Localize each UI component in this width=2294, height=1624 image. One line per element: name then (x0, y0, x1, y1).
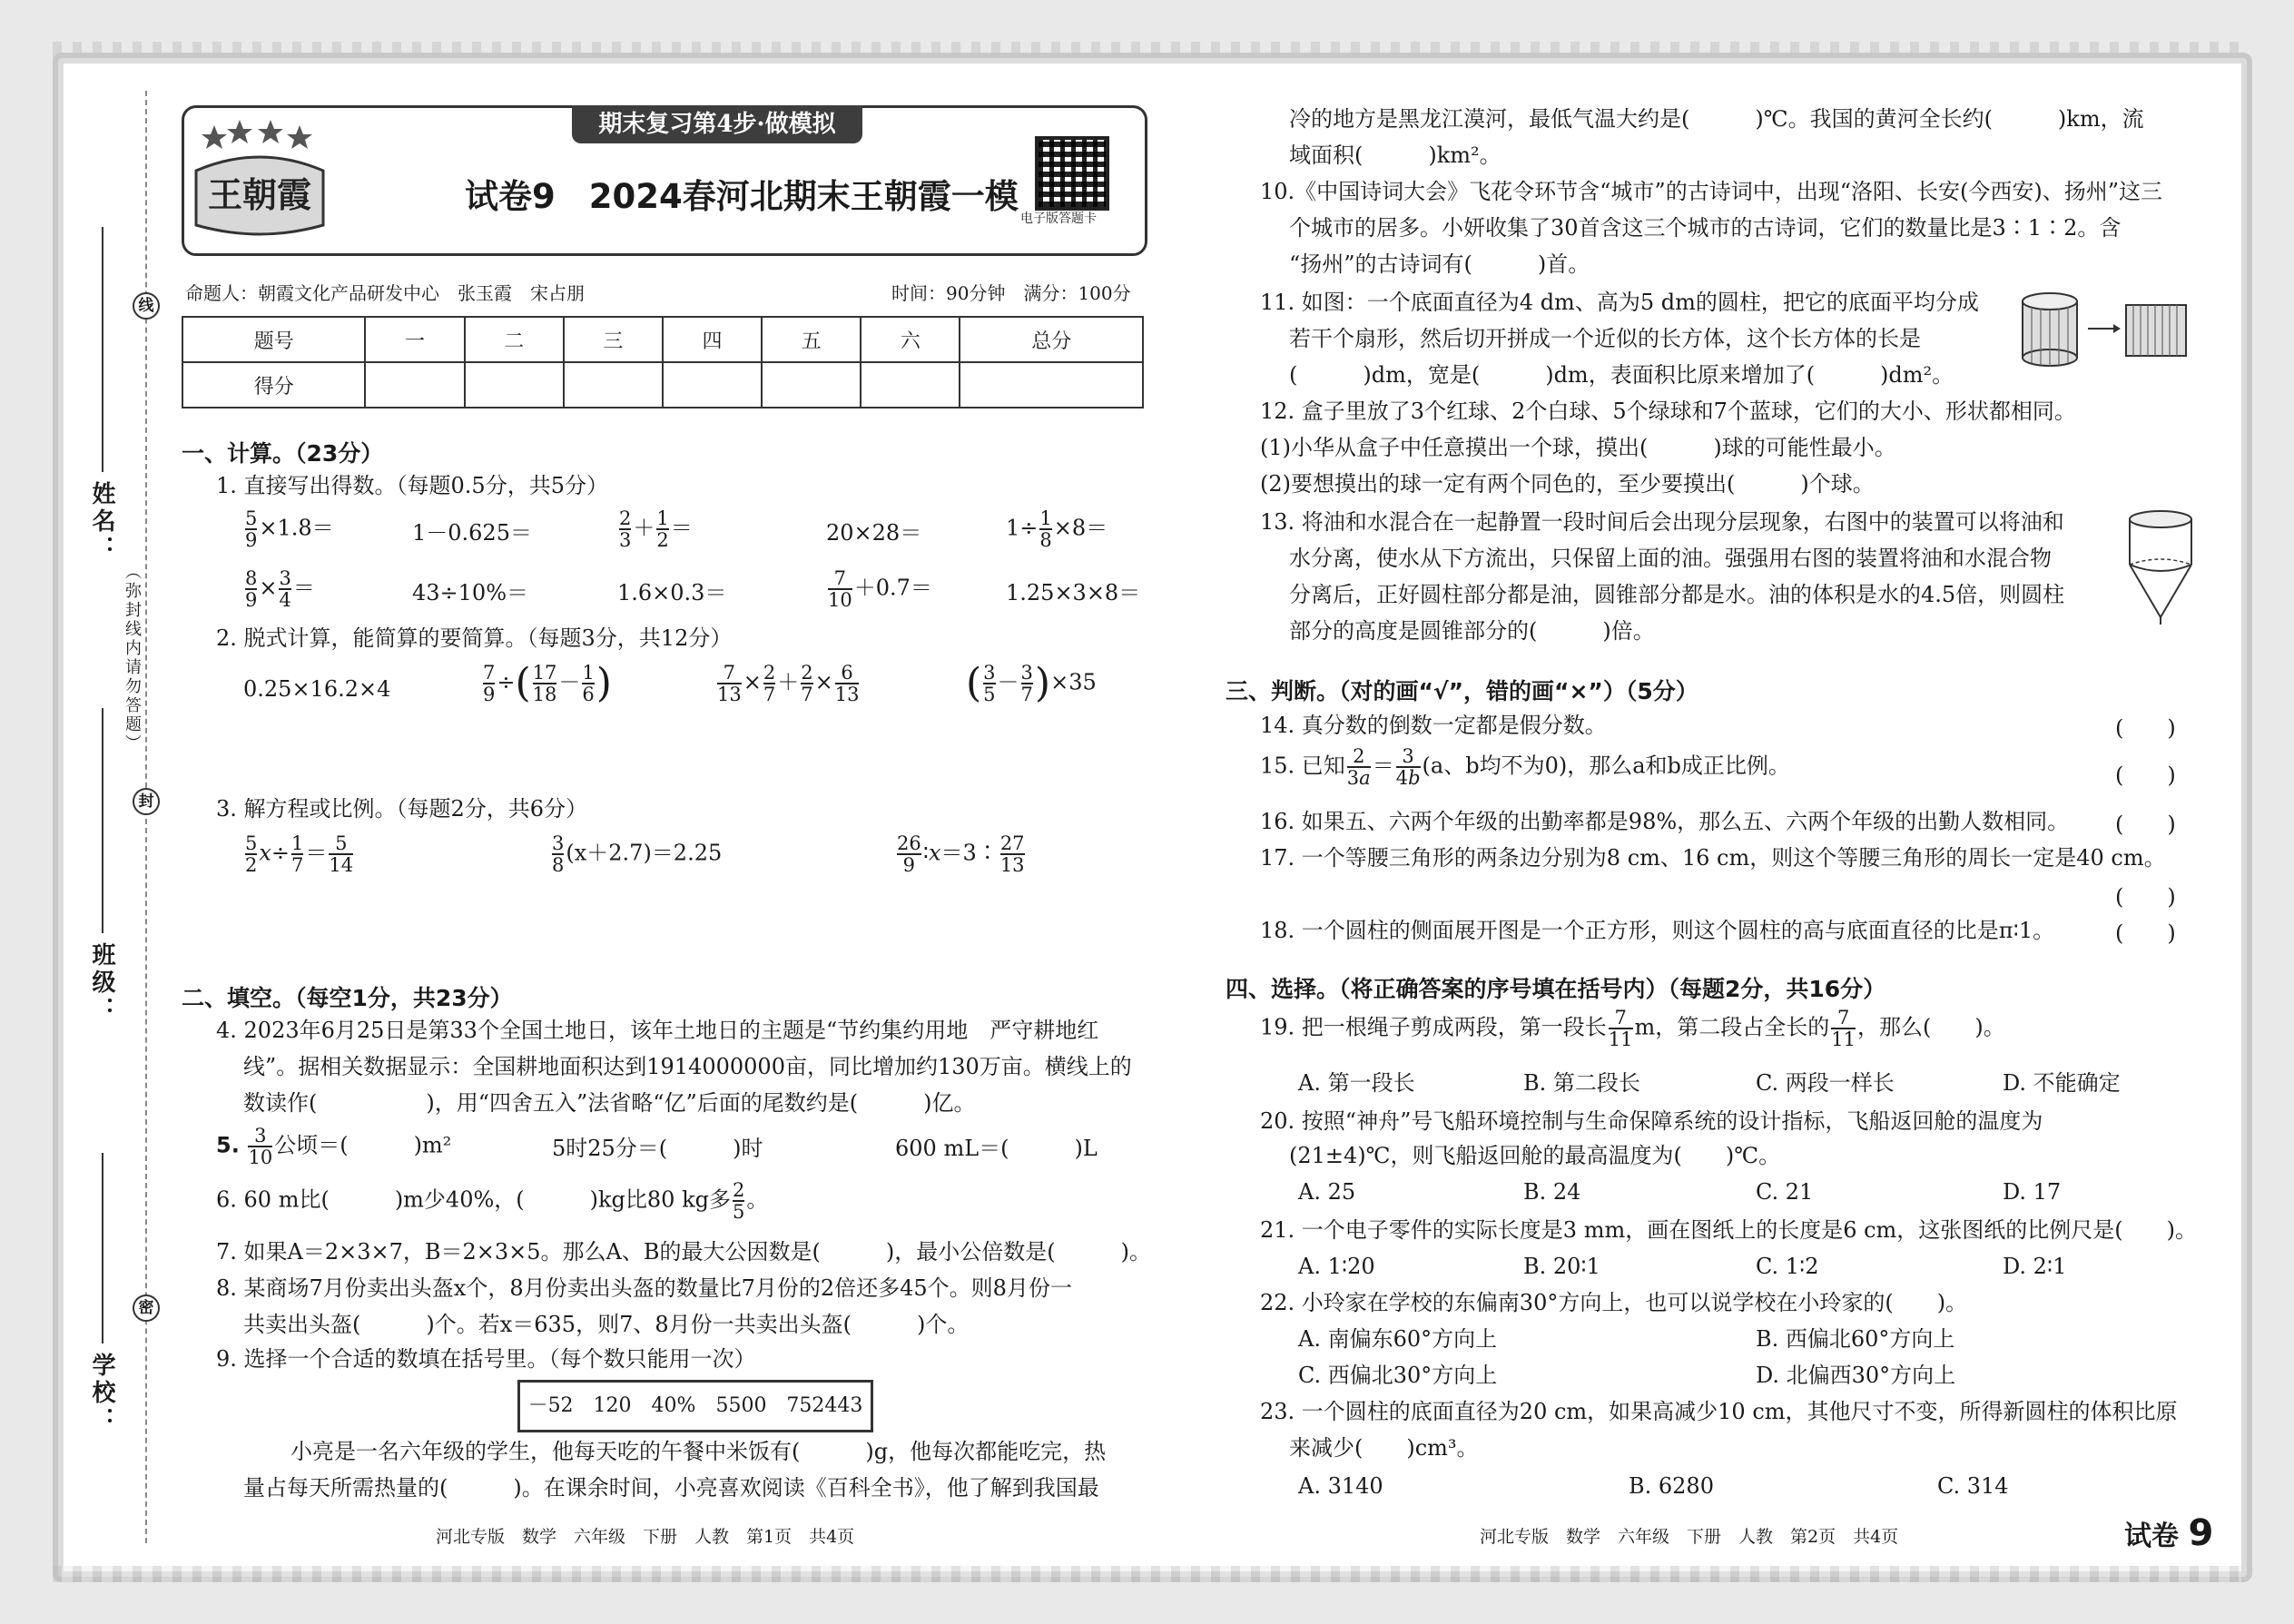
q4-line: 线”。据相关数据显示：全国耕地面积达到1914000000亩，同比增加约130万亩。横线上的 (243, 1054, 1132, 1079)
q1-item: $\frac{5}{9}$ ×1.8＝ (245, 507, 334, 551)
q20-line: 20. 按照“神舟”号飞船环境控制与生命保障系统的设计指标，飞船返回舱的温度为 (1260, 1108, 2043, 1134)
q21-option[interactable]: D. 2∶1 (2003, 1254, 2067, 1279)
score-input[interactable] (762, 362, 861, 408)
q12-sub: (2)要想摸出的球一定有两个同色的，至少要摸出( )个球。 (1260, 471, 1875, 497)
q14-line: 14. 真分数的倒数一定都是假分数。 (1260, 713, 1607, 738)
q2-item: 0.25×16.2×4 (243, 676, 391, 702)
q23-line: 23. 一个圆柱的底面直径为20 cm，如果高减少10 cm，其他尺寸不变，所得新圆柱的体积比原 (1260, 1399, 2178, 1424)
q1-item: 1÷ $\frac{1}{8}$ ×8＝ (1006, 507, 1108, 551)
score-table-row (182, 362, 1143, 408)
q9-passage: 量占每天所需热量的( )。在课余时间，小亮喜欢阅读《百科全书》，他了解到我国最 (243, 1475, 1099, 1501)
q19-option[interactable]: B. 第二段长 (1523, 1070, 1640, 1096)
q3-item: $\frac{3}{8}$ (x＋2.7)＝2.25 (552, 832, 723, 876)
score-cell: 一 (365, 317, 464, 362)
q20-option[interactable]: B. 24 (1523, 1179, 1581, 1205)
q9-passage-cont: 域面积( )km²。 (1289, 143, 1501, 168)
q1-item: 43÷10%＝ (412, 580, 528, 605)
q22-option[interactable]: C. 西偏北30°方向上 (1298, 1363, 1498, 1388)
school-field[interactable] (102, 1153, 103, 1343)
q17-line: 17. 一个等腰三角形的两条边分别为8 cm、16 cm，则这个等腰三角形的周长一定是40 cm。 (1260, 845, 2166, 871)
q19-line: 19. 把一根绳子剪成两段，第一段长 $\frac{7}{11}$ m，第二段占全长的 $\frac{7}{11}$ ，那么( )。 (1260, 1007, 2005, 1050)
q10-line: 10.《中国诗词大会》飞花令环节含“城市”的古诗词中，出现“洛阳、长安(今西安)、扬州”这三 (1260, 179, 2162, 204)
brand-logo (187, 116, 332, 243)
q2-prompt: 2. 脱式计算，能简算的要简算。（每题3分，共12分） (216, 625, 733, 651)
answer-paren[interactable]: ( ) (2115, 715, 2176, 741)
q18-line: 18. 一个圆柱的侧面展开图是一个正方形，则这个圆柱的高与底面直径的比是π∶1。 (1260, 918, 2055, 943)
score-input[interactable] (465, 362, 564, 408)
q1-item: 1.6×0.3＝ (617, 580, 727, 605)
paper-number-value: 9 (2188, 1512, 2214, 1554)
paper-number-label: 试卷 (2124, 1521, 2179, 1552)
q1-item: 1.25×3×8＝ (1006, 580, 1141, 605)
q3-item: $\frac{5}{2}$ x÷ $\frac{1}{7}$ ＝ $\frac{5}{14}$ (245, 832, 354, 876)
school-label: 学校： (88, 1353, 115, 1434)
q21-option[interactable]: A. 1∶20 (1298, 1254, 1375, 1279)
q1-prompt: 1. 直接写出得数。（每题0.5分，共5分） (216, 473, 608, 498)
score-cell: 六 (861, 317, 960, 362)
q11-line: ( )dm，宽是( )dm，表面积比原来增加了( )dm²。 (1289, 362, 1954, 388)
q15-line: 15. 已知 $\frac{2}{3a}$ ＝ $\frac{3}{4b}$ (a、b均不为0)，那么a和b成正比例。 (1260, 745, 1790, 789)
score-input[interactable] (365, 362, 464, 408)
answer-paren[interactable]: ( ) (2115, 763, 2176, 788)
q20-option[interactable]: D. 17 (2003, 1179, 2062, 1205)
answer-paren[interactable]: ( ) (2115, 884, 2176, 910)
q2-item: ( $\frac{3}{5}$ － $\frac{3}{7}$ )×35 (966, 660, 1097, 706)
q22-option[interactable]: B. 西偏北60°方向上 (1756, 1326, 1955, 1352)
name-field[interactable] (102, 227, 103, 472)
q9-passage: 小亮是一名六年级的学生，他每天吃的午餐中米饭有( )g，他每次都能吃完，热 (290, 1439, 1107, 1464)
qr-code[interactable] (1035, 136, 1109, 211)
seal-tag-seal: 封 (133, 788, 160, 815)
score-input[interactable] (663, 362, 762, 408)
seal-tag-dense: 密 (133, 1294, 160, 1322)
section-calc: 一、计算。（23分） (182, 440, 384, 467)
qr-label: 电子版答题卡 (1020, 212, 1097, 226)
q22-line: 22. 小玲家在学校的东偏南30°方向上，也可以说学校在小玲家的( )。 (1260, 1290, 1968, 1315)
q6-line: 6. 60 m比( )m少40%，( )kg比80 kg多 $\frac{2}{5}$ 。 (216, 1179, 769, 1223)
q19-option[interactable]: D. 不能确定 (2003, 1070, 2121, 1096)
q8-line: 共卖出头盔( )个。若x＝635，则7、8月份一共卖出头盔( )个。 (243, 1312, 970, 1337)
q8-line: 8. 某商场7月份卖出头盔x个，8月份卖出头盔的数量比7月份的2倍还多45个。则8月份一 (216, 1275, 1072, 1301)
q3-prompt: 3. 解方程或比例。（每题2分，共6分） (216, 796, 588, 822)
step-ribbon: 期末复习第4步·做模拟 (572, 105, 862, 143)
q22-option[interactable]: D. 北偏西30°方向上 (1756, 1363, 1956, 1388)
q2-item: $\frac{7}{9}$ ÷( $\frac{17}{18}$ － $\frac{1}{6}$ ) (483, 660, 612, 706)
q1-item: $\frac{2}{3}$ ＋ $\frac{1}{2}$ ＝ (619, 507, 693, 551)
q9-prompt: 9. 选择一个合适的数填在括号里。（每个数只能用一次） (216, 1346, 756, 1372)
score-cell: 五 (762, 317, 861, 362)
q10-line: 个城市的居多。小妍收集了30首含这三个城市的古诗词，它们的数量比是3∶1∶2。含 (1289, 215, 2122, 241)
q1-item: 20×28＝ (826, 520, 922, 546)
footer-right: 河北专版 数学 六年级 下册 人教 第2页 共4页 (1480, 1527, 1899, 1547)
fraction: $\frac{5}{9}$ (245, 507, 258, 551)
score-cell: 三 (564, 317, 663, 362)
score-input[interactable] (564, 362, 663, 408)
score-cell: 二 (465, 317, 564, 362)
seal-note: （弥封线内请勿答题） (123, 563, 142, 753)
q5-item: 5时25分＝( )时 (552, 1136, 763, 1161)
q22-option[interactable]: A. 南偏东60°方向上 (1298, 1326, 1498, 1352)
q9-passage-cont: 冷的地方是黑龙江漠河，最低气温大约是( )℃。我国的黄河全长约( )km，流 (1289, 106, 2144, 132)
q1-item: 1－0.625＝ (412, 520, 532, 546)
q23-option[interactable]: A. 3140 (1298, 1473, 1383, 1499)
q13-line: 13. 将油和水混合在一起静置一段时间后会出现分层现象，右图中的装置可以将油和 (1260, 509, 2064, 535)
q21-option[interactable]: B. 20∶1 (1523, 1254, 1600, 1279)
footer-left: 河北专版 数学 六年级 下册 人教 第1页 共4页 (436, 1527, 855, 1547)
q23-option[interactable]: B. 6280 (1629, 1473, 1714, 1499)
exam-title: 试卷9 2024春河北期末王朝霞一模 (465, 177, 1019, 216)
answer-paren[interactable]: ( ) (2115, 812, 2176, 837)
q2-item: $\frac{7}{13}$ × $\frac{2}{7}$ ＋ $\frac{2}{7}$ × $\frac{6}{13}$ (717, 662, 860, 705)
q23-line: 来减少( )cm³。 (1289, 1435, 1479, 1461)
q1-item: $\frac{7}{10}$ ＋0.7＝ (828, 567, 932, 611)
q12-sub: (1)小华从盒子中任意摸出一个球，摸出( )球的可能性最小。 (1260, 435, 1896, 460)
paper-number (2124, 1512, 2213, 1554)
brand-logo-text: 王朝霞 (207, 174, 312, 215)
section-judge: 三、判断。（对的画“√”，错的画“×”）（5分） (1226, 678, 1698, 704)
score-table-row (182, 317, 1143, 362)
page-edge-bottom (53, 1566, 2241, 1582)
score-input[interactable] (960, 362, 1143, 408)
score-cell: 题号 (182, 317, 365, 362)
q21-line: 21. 一个电子零件的实际长度是3 mm，画在图纸上的长度是6 cm，这张图纸的比例尺是( )。 (1260, 1217, 2198, 1243)
q13-line: 部分的高度是圆锥部分的( )倍。 (1289, 618, 1655, 644)
q11-cylinder-figure (2019, 289, 2191, 374)
q13-line: 水分离，使水从下方流出，只保留上面的油。强强用右图的装置将油和水混合物 (1289, 546, 2052, 571)
q12-line: 12. 盒子里放了3个红球、2个白球、5个绿球和7个蓝球，它们的大小、形状都相同。 (1260, 399, 2076, 424)
score-table (182, 316, 1144, 408)
q5-item: 5. $\frac{3}{10}$ 公顷＝( )m² (216, 1125, 452, 1168)
score-cell: 总分 (960, 317, 1143, 362)
class-field[interactable] (102, 708, 103, 933)
q7-line: 7. 如果A＝2×3×7，B＝2×3×5。那么A、B的最大公因数是( )，最小公倍数是( )。 (216, 1239, 1151, 1265)
q1-item: $\frac{8}{9}$ × $\frac{3}{4}$ ＝ (245, 567, 315, 611)
q16-line: 16. 如果五、六两个年级的出勤率都是98%，那么五、六两个年级的出勤人数相同。 (1260, 809, 2070, 834)
q10-line: “扬州”的古诗词有( )首。 (1289, 251, 1590, 277)
section-choice: 四、选择。（将正确答案的序号填在括号内）（每题2分，共16分） (1226, 976, 1886, 1002)
q20-option[interactable]: C. 21 (1756, 1179, 1814, 1205)
q20-option[interactable]: A. 25 (1298, 1179, 1356, 1205)
exam-time: 时间：90分钟 满分：100分 (891, 282, 1131, 304)
q4-line: 数读作( )，用“四舍五入”法省略“亿”后面的尾数约是( )亿。 (243, 1090, 976, 1116)
q11-line: 11. 如图：一个底面直径为4 dm、高为5 dm的圆柱，把它的底面平均分成 (1260, 290, 1979, 315)
q3-item: $\frac{26}{9}$ ∶x＝3∶ $\frac{27}{13}$ (897, 832, 1025, 876)
score-cell: 四 (663, 317, 762, 362)
q21-option[interactable]: C. 1∶2 (1756, 1254, 1819, 1279)
q9-number-box: －52 120 40% 5500 752443 (517, 1380, 873, 1432)
answer-paren[interactable]: ( ) (2115, 920, 2176, 946)
q23-option[interactable]: C. 314 (1937, 1473, 2009, 1499)
q19-option[interactable]: C. 两段一样长 (1756, 1070, 1895, 1096)
q4-line: 4. 2023年6月25日是第33个全国土地日，该年土地日的主题是“节约集约用地 严守耕地红 (216, 1018, 1099, 1043)
exam-authors: 命题人：朝霞文化产品研发中心 张玉霞 宋占朋 (185, 282, 585, 304)
seal-tag-line: 线 (133, 292, 160, 320)
class-label: 班级： (88, 942, 115, 1024)
name-label: 姓名： (88, 481, 115, 563)
q13-line: 分离后，正好圆柱部分都是油，圆锥部分都是水。油的体积是水的4.5倍，则圆柱 (1289, 582, 2065, 607)
q5-item: 600 mL＝( )L (895, 1136, 1098, 1161)
q11-line: 若干个扇形，然后切开拼成一个近似的长方体，这个长方体的长是 (1289, 326, 1921, 351)
section-fill: 二、填空。（每空1分，共23分） (182, 985, 513, 1011)
score-input[interactable] (861, 362, 960, 408)
q19-option[interactable]: A. 第一段长 (1298, 1070, 1415, 1096)
q20-line: (21±4)℃，则飞船返回舱的最高温度为( )℃。 (1289, 1143, 1781, 1168)
q13-funnel-figure (2124, 508, 2197, 630)
score-cell: 得分 (182, 362, 365, 408)
